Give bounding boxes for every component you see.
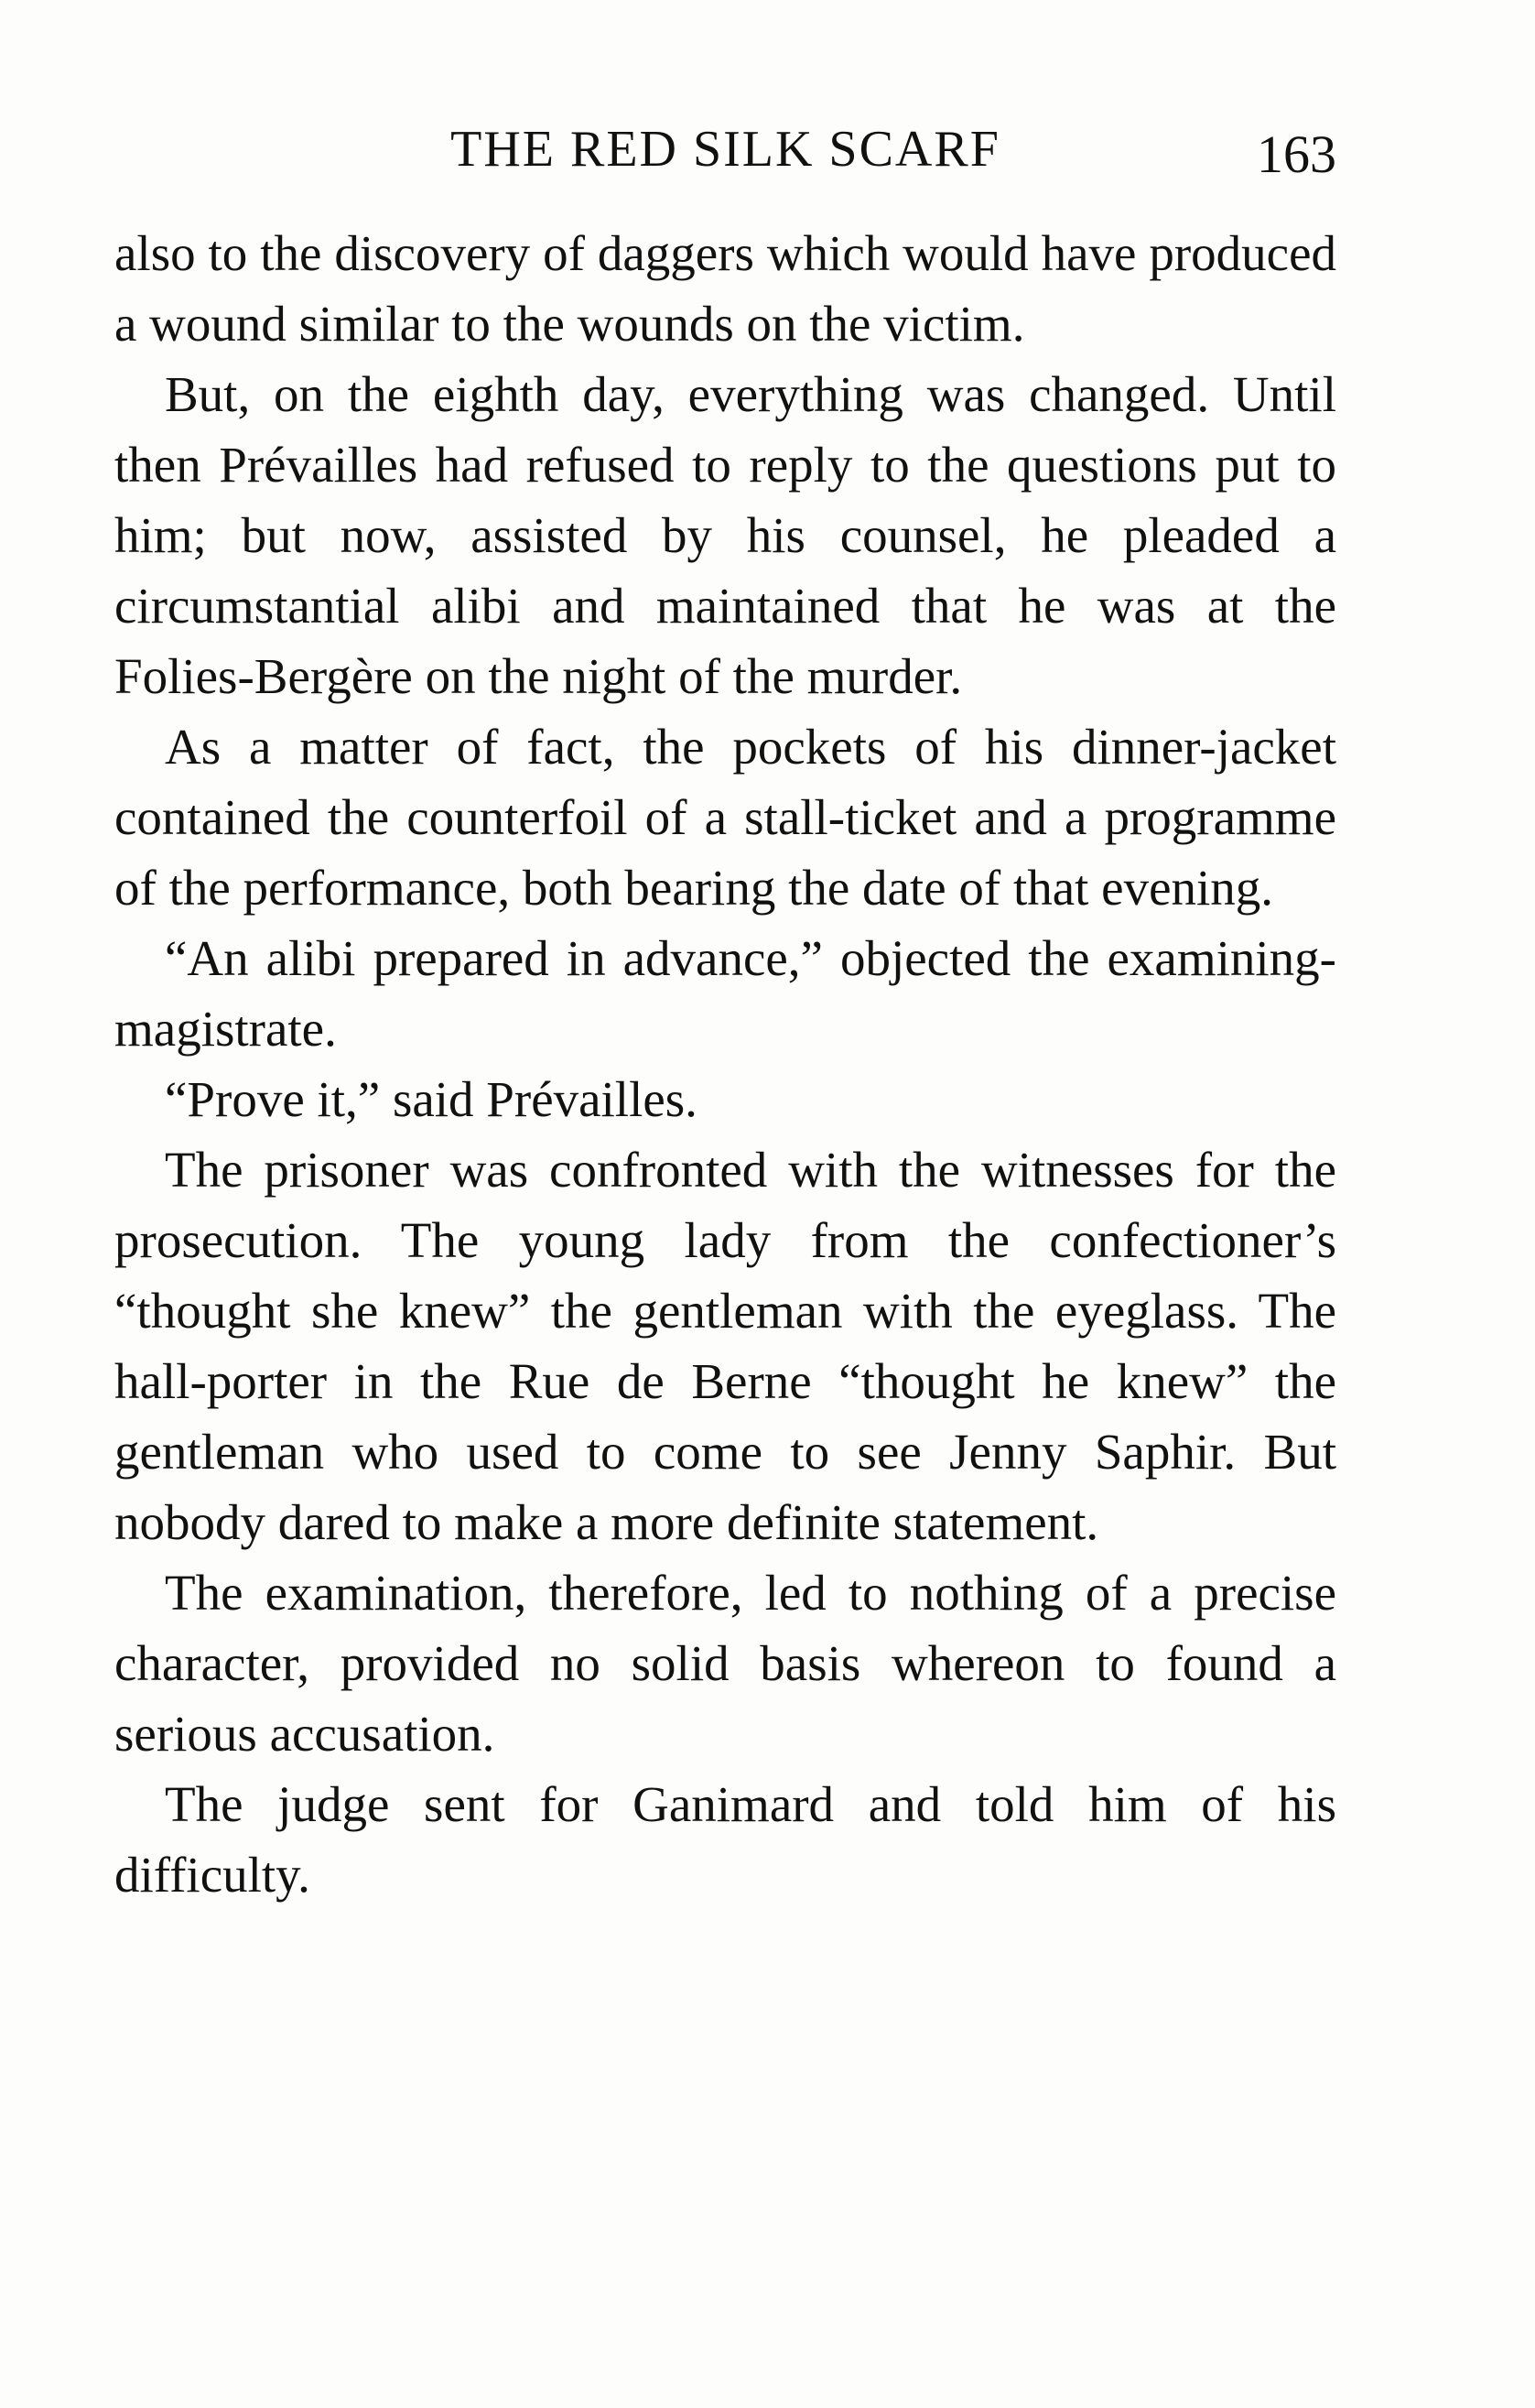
body-text	[114, 218, 1336, 1910]
running-title: THE RED SILK SCARF	[450, 121, 1000, 178]
paragraph-examination: The examination, therefore, led to nothing of a precise character, provided no solid basis whereon to found a serious accusation.	[114, 1565, 1336, 1762]
running-head	[114, 108, 1336, 190]
page-number: 163	[1257, 125, 1336, 184]
paragraph-eighth-day: But, on the eighth day, everything was changed. Until then Prévailles had refused to reply to the questions put to him; but now, assisted by his counsel, he pleaded a circumstantial alibi and maintained that he was at the Folies-Bergère on the night of the murder.	[114, 366, 1336, 704]
paragraph-judge: The judge sent for Ganimard and told him of his difficulty.	[114, 1776, 1336, 1903]
paragraph-witnesses: The prisoner was confronted with the witnesses for the prosecution. The young lady from the confectioner’s “thought she knew” the gentleman with the eyeglass. The hall-porter in the Rue de Berne “thought he knew” the gentleman who used to come to see Jenny Saphir. But nobody dared to make a more definite statement.	[114, 1142, 1336, 1550]
paragraph-continuation: also to the discovery of daggers which would have produced a wound similar to the wounds on the victim.	[114, 225, 1336, 352]
paragraph-alibi-objection: “An alibi prepared in advance,” objected the examining-magistrate.	[114, 930, 1336, 1057]
paragraph-pockets: As a matter of fact, the pockets of his dinner-jacket contained the counterfoil of a stall-ticket and a programme of the performance, both bearing the date of that evening.	[114, 719, 1336, 916]
paragraph-prove-it: “Prove it,” said Prévailles.	[165, 1071, 697, 1127]
